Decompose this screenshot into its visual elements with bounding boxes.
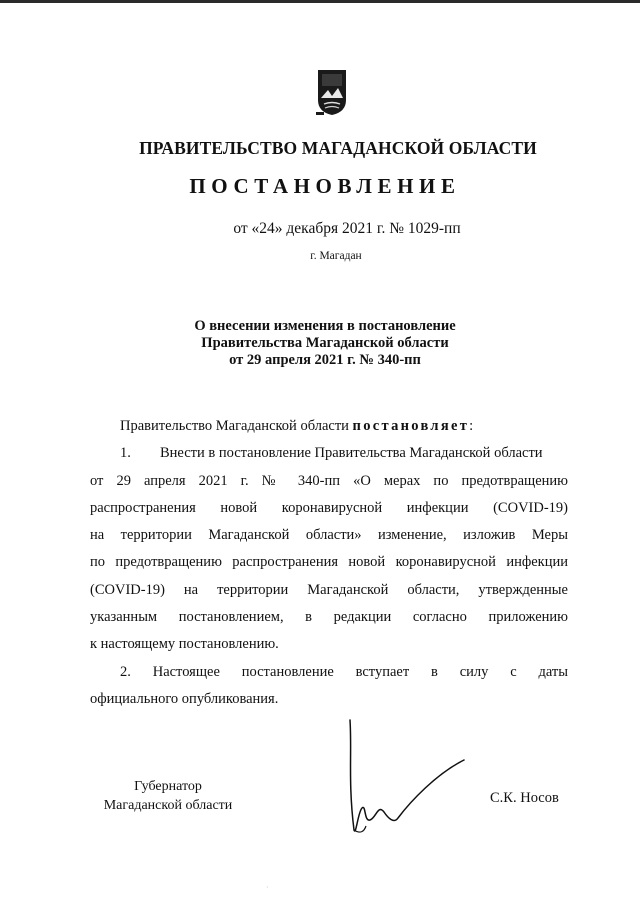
item2-number: 2.	[120, 663, 131, 680]
scan-speck: ·	[266, 883, 269, 892]
item1-line: (COVID-19) на территории Магаданской области, утвержденные	[90, 581, 568, 598]
item1-line: указанным постановлением, в редакции согласно приложению	[90, 609, 568, 626]
document-date-number: от «24» декабря 2021 г. № 1029-пп	[233, 220, 461, 237]
intro-colon: :	[469, 418, 474, 434]
signature-icon	[340, 712, 470, 842]
item1-line: по предотвращению распространения новой коронавирусной инфекции	[90, 554, 568, 571]
subject-line: от 29 апреля 2021 г. № 340-пп	[229, 352, 421, 368]
item2-line: Настоящее постановление вступает в силу с даты	[152, 663, 568, 680]
intro-paragraph	[90, 413, 568, 440]
document-type: ПОСТАНОВЛЕНИЕ	[189, 174, 461, 198]
intro-verb: постановляет	[352, 418, 470, 434]
document-city: г. Магадан	[310, 250, 362, 262]
signer-name: С.К. Носов	[490, 790, 559, 806]
item1-line: Внести в постановление Правительства Магаданской области	[160, 445, 543, 462]
item1-number: 1.	[120, 445, 131, 462]
document-subject	[0, 318, 640, 369]
subject-line: Правительства Магаданской области	[201, 335, 449, 351]
item2-line: официального опубликования.	[90, 690, 279, 707]
signer-title	[88, 777, 248, 815]
item1-line: распространения новой коронавирусной инфекции (COVID-19)	[90, 499, 568, 516]
document-body	[90, 413, 568, 713]
item1-line: к настоящему постановлению.	[90, 636, 279, 653]
item1-first-line	[90, 440, 568, 467]
signer-title-line: Губернатор	[134, 779, 202, 794]
organization-name: ПРАВИТЕЛЬСТВО МАГАДАНСКОЙ ОБЛАСТИ	[139, 138, 537, 158]
intro-text: Правительство Магаданской области	[120, 418, 349, 434]
item1-line: на территории Магаданской области» изменение, изложив Меры	[90, 527, 568, 544]
item2-first-line	[90, 659, 568, 686]
subject-line: О внесении изменения в постановление	[194, 318, 456, 334]
item1-line: от 29 апреля 2021 г. № 340-пп «О мерах по предотвращению	[90, 472, 568, 489]
signer-title-line: Магаданской области	[103, 798, 233, 813]
scan-top-edge	[0, 0, 640, 3]
coat-of-arms-icon	[316, 68, 348, 116]
